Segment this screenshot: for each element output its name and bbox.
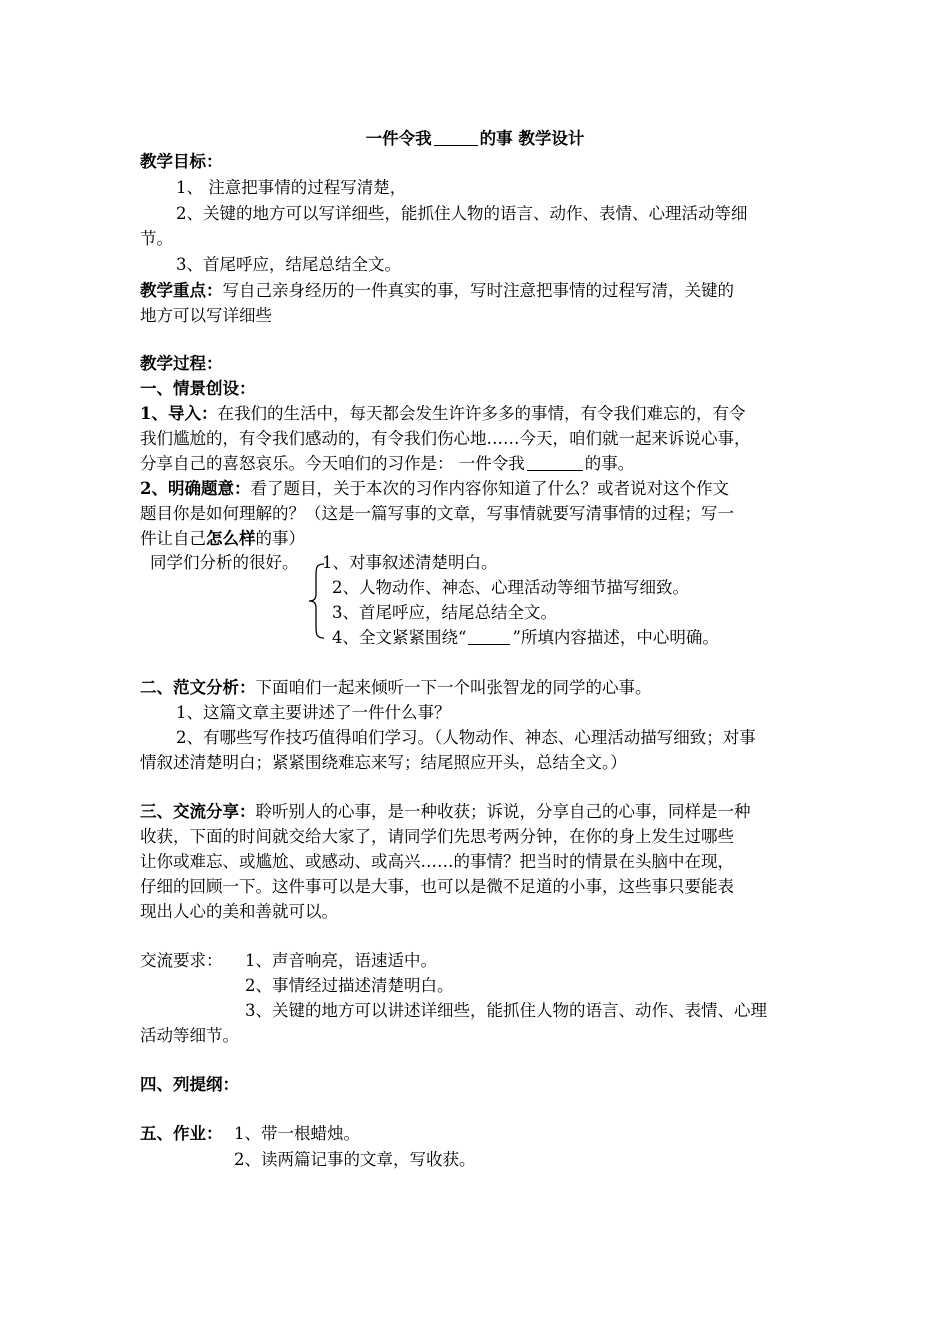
summary-item-3: 3、首尾呼应，结尾总结全文。 [332, 603, 557, 622]
topic-label: 2、明确题意： [140, 479, 251, 498]
section1-heading: 一、情景创设： [140, 379, 256, 398]
title-blank [434, 129, 478, 146]
intro-line3-before: 分享自己的喜怒哀乐。今天咱们的习作是： 一件令我 [140, 454, 525, 473]
key-points-line1 [140, 279, 734, 303]
goal-item-2-line2: 节。 [140, 229, 173, 248]
summary-blank [468, 628, 510, 645]
goals-heading: 教学目标： [140, 152, 223, 171]
summary-item-1: 1、对事叙述清楚明白。 [322, 553, 498, 572]
goal-item-2-line1: 2、关键的地方可以写详细些，能抓住人物的语言、动作、表情、心理活动等细 [176, 204, 748, 223]
section2-text: 下面咱们一起来倾听一下一个叫张智龙的同学的心事。 [255, 678, 652, 697]
summary-item-2: 2、人物动作、神态、心理活动等细节描写细致。 [332, 578, 689, 597]
topic-line3-bold: 怎么样 [206, 529, 256, 548]
topic-text: 看了题目，关于本次的习作内容你知道了什么？或者说对这个作文 [250, 479, 729, 498]
section3-line1 [140, 800, 751, 824]
topic-line3-before: 件让自己 [140, 529, 206, 548]
section3-line4: 仔细的回顾一下。这件事可以是大事，也可以是微不足道的小事，这些事只要能表 [140, 877, 734, 896]
section3-heading: 三、交流分享： [140, 802, 256, 821]
intro-text: 在我们的生活中，每天都会发生许许多多的事情，有令我们难忘的，有令 [217, 404, 746, 423]
title-before: 一件令我 [365, 129, 432, 148]
requirements-label: 交流要求： [140, 951, 223, 970]
section2-q2-line2: 情叙述清楚明白；紧紧围绕难忘来写；结尾照应开头，总结全文。） [140, 753, 627, 772]
requirement-3-line1: 3、关键的地方可以讲述详细些，能抓住人物的语言、动作、表情、心理 [245, 1001, 767, 1020]
summary-item-4 [332, 626, 719, 650]
page-title [0, 127, 950, 151]
topic-line1 [140, 477, 729, 501]
intro-line3 [140, 452, 634, 476]
requirement-3-line2: 活动等细节。 [140, 1026, 239, 1045]
homework-item-1: 1、带一根蜡烛。 [234, 1124, 360, 1143]
key-points-label: 教学重点： [140, 281, 223, 300]
section3-text: 聆听别人的心事，是一种收获；诉说，分享自己的心事，同样是一种 [255, 802, 751, 821]
goal-item-1: 1、 注意把事情的过程写清楚， [176, 178, 407, 197]
goal-item-3: 3、首尾呼应，结尾总结全文。 [176, 255, 401, 274]
summary-item-4-after: ”所填内容描述，中心明确。 [512, 628, 719, 647]
section3-line3: 让你或难忘、或尴尬、或感动、或高兴……的事情？把当时的情景在头脑中在现， [140, 852, 734, 871]
section2-q1: 1、这篇文章主要讲述了一件什么事？ [176, 703, 451, 722]
topic-line3-after: 的事） [255, 529, 305, 548]
homework-item-2: 2、读两篇记事的文章，写收获。 [234, 1150, 476, 1169]
section3-line2: 收获，下面的时间就交给大家了，请同学们先思考两分钟，在你的身上发生过哪些 [140, 827, 734, 846]
requirement-2: 2、事情经过描述清楚明白。 [245, 976, 454, 995]
intro-line3-after: 的事。 [584, 454, 635, 473]
section2-heading: 二、范文分析： [140, 678, 256, 697]
curly-brace-icon [306, 562, 328, 640]
section5-heading: 五、作业： [140, 1124, 223, 1143]
topic-line3 [140, 527, 305, 551]
section2-q2-line1: 2、有哪些写作技巧值得咱们学习。（人物动作、神态、心理活动描写细致；对事 [176, 728, 756, 747]
intro-line1 [140, 402, 745, 426]
section4-heading: 四、列提纲： [140, 1075, 239, 1094]
section2-line [140, 676, 652, 700]
intro-blank [527, 454, 583, 471]
section3-line5: 现出人心的美和善就可以。 [140, 902, 338, 921]
process-heading: 教学过程： [140, 354, 223, 373]
title-after: 的事 教学设计 [479, 129, 585, 148]
intro-line2: 我们尴尬的，有令我们感动的，有令我们伤心地……今天，咱们就一起来诉说心事， [140, 429, 751, 448]
intro-label: 1、导入： [140, 404, 218, 423]
key-points-line2: 地方可以写详细些 [140, 306, 272, 325]
summary-item-4-before: 4、全文紧紧围绕“ [332, 628, 467, 647]
summary-lead: 同学们分析的很好。 [150, 553, 299, 572]
requirement-1: 1、声音响亮，语速适中。 [245, 951, 437, 970]
topic-line2: 题目你是如何理解的？（这是一篇写事的文章，写事情就要写清事情的过程；写一 [140, 504, 734, 523]
key-points-text: 写自己亲身经历的一件真实的事，写时注意把事情的过程写清，关键的 [222, 281, 734, 300]
